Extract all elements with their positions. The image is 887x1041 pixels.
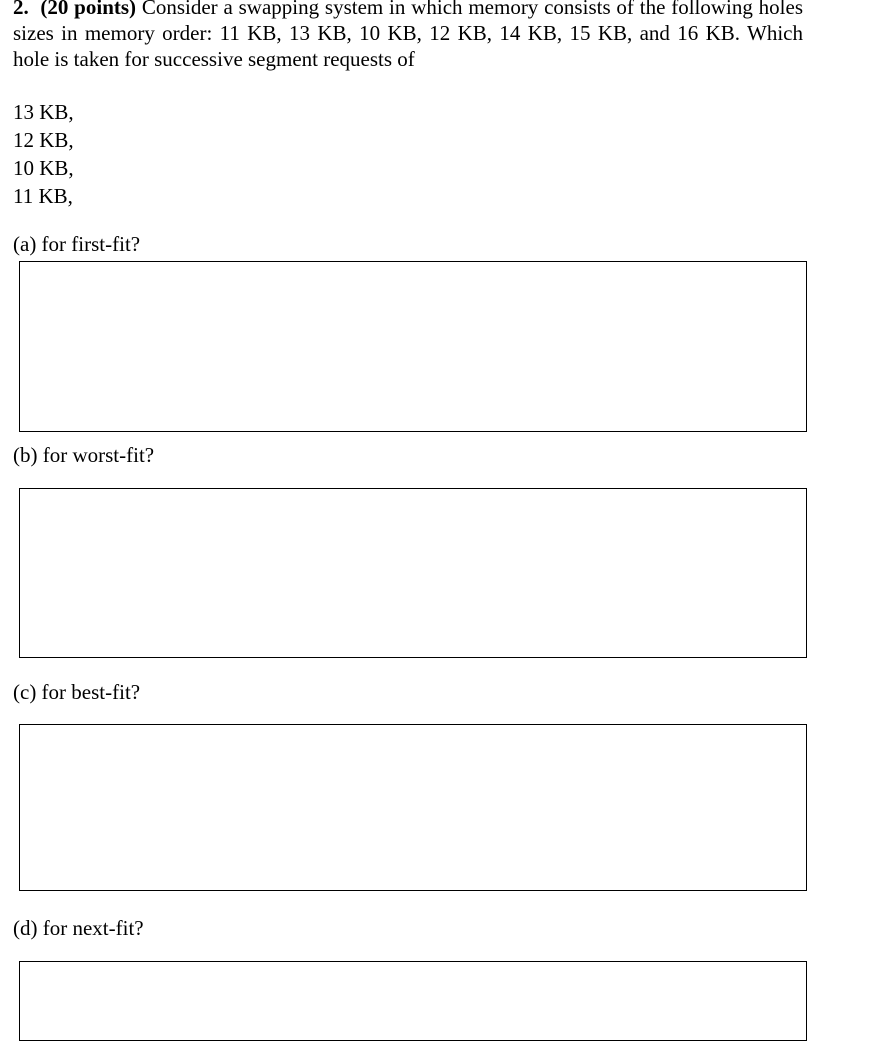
- segment-request-list: [13, 98, 74, 210]
- best-fit-answer-box[interactable]: [19, 724, 807, 891]
- first-fit-answer-box[interactable]: [19, 261, 807, 432]
- segment-request: 13 KB,: [13, 100, 74, 124]
- question-body: Consider a swapping system in which memory consists of the following holes sizes in memory order: 11 KB, 13 KB, 10 KB, 12 KB, 14 KB, 15 KB, and 16 KB. Which hole is taken for successive segment requests of: [13, 0, 803, 71]
- segment-request: 11 KB,: [13, 184, 73, 208]
- segment-request: 12 KB,: [13, 128, 74, 152]
- segment-request: 10 KB,: [13, 156, 74, 180]
- question-text: [13, 0, 803, 72]
- part-d-label: (d) for next-fit?: [13, 916, 144, 940]
- part-c-label: (c) for best-fit?: [13, 680, 141, 704]
- question-points: (20 points): [40, 0, 137, 19]
- next-fit-answer-box[interactable]: [19, 961, 807, 1041]
- question-number: 2.: [13, 0, 29, 19]
- part-a-label: (a) for first-fit?: [13, 232, 141, 256]
- part-b-label: (b) for worst-fit?: [13, 443, 155, 467]
- worst-fit-answer-box[interactable]: [19, 488, 807, 658]
